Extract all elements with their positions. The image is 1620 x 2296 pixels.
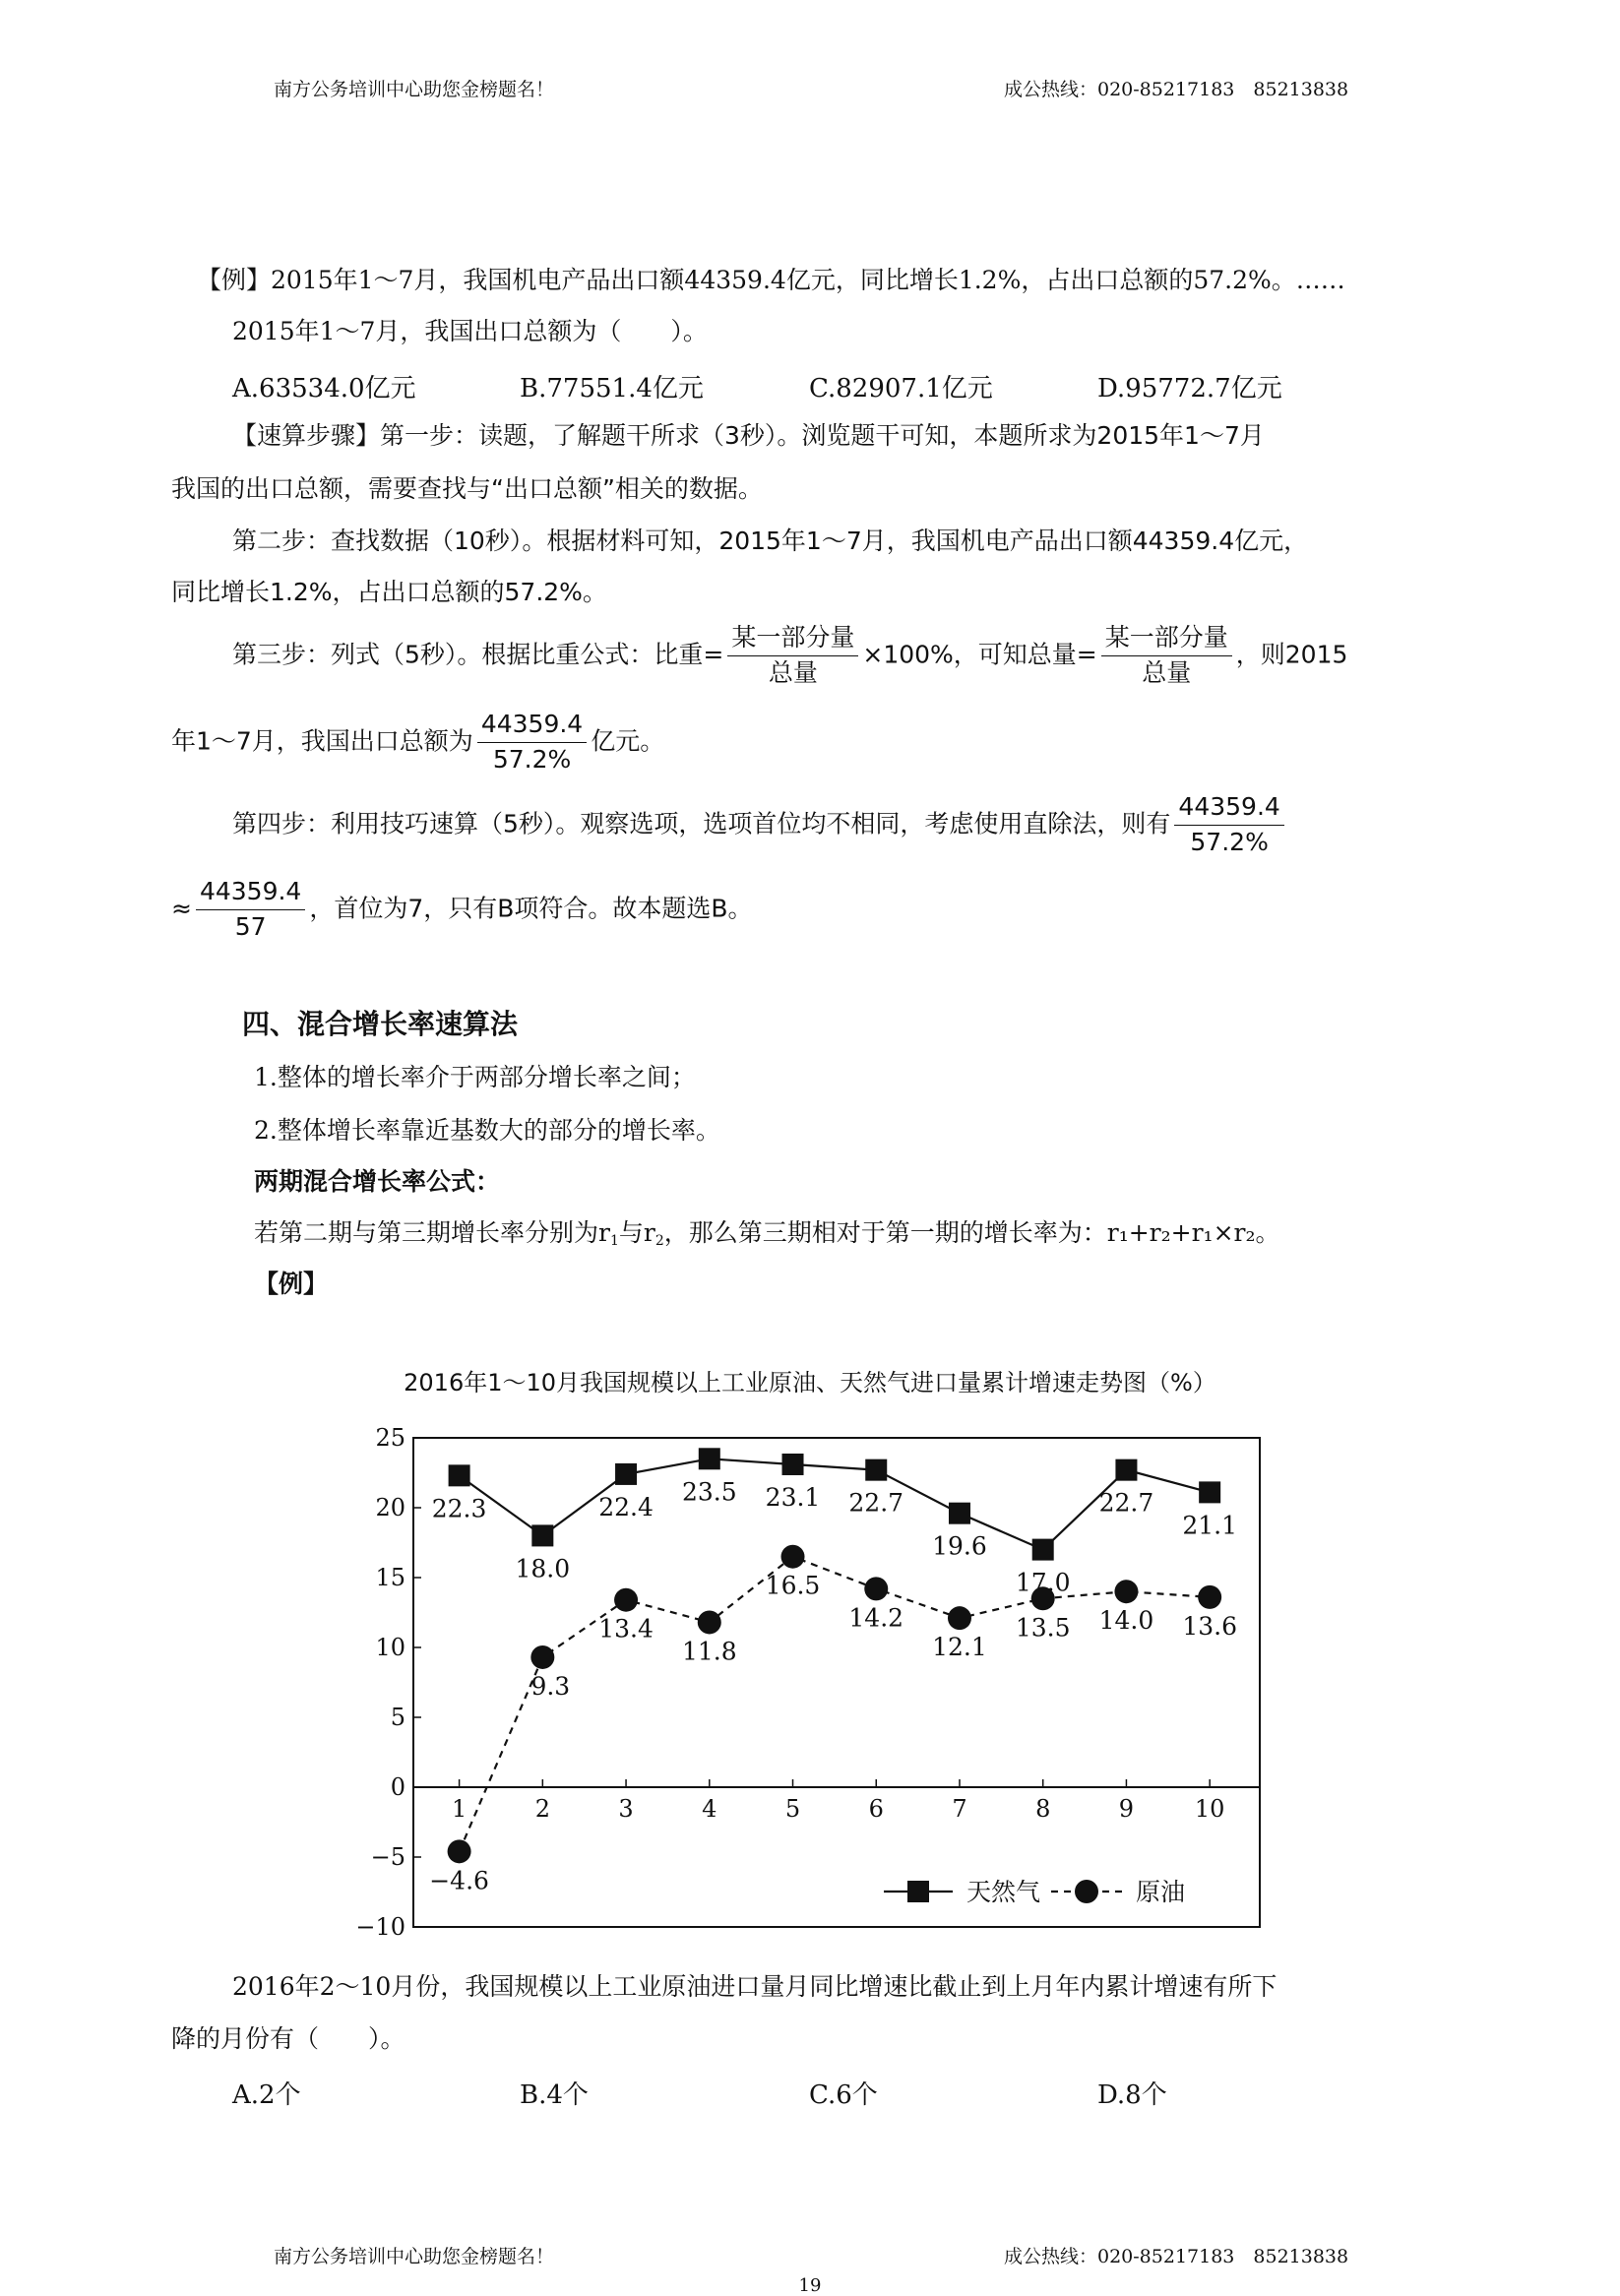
- example1-option-c: C.82907.1亿元: [809, 374, 993, 403]
- example2-option-d: D.8个: [1097, 2080, 1167, 2110]
- natural-gas-data-label: 22.7: [1098, 1488, 1154, 1518]
- natural-gas-point: [699, 1448, 720, 1469]
- natural-gas-data-label: 22.4: [598, 1492, 654, 1521]
- legend-gas-marker: [907, 1881, 929, 1902]
- rule-1: 1.整体的增长率介于两部分增长率之间；: [254, 1063, 696, 1091]
- x-tick-label: 2: [534, 1795, 550, 1823]
- natural-gas-point: [1032, 1539, 1054, 1561]
- chart-title: 2016年1～10月我国规模以上工业原油、天然气进口量累计增速走势图（%）: [404, 1369, 1216, 1396]
- crude-oil-data-label: 9.3: [530, 1671, 571, 1701]
- crude-oil-point: [948, 1606, 971, 1630]
- crude-oil-point: [614, 1588, 638, 1612]
- header-hotline: 成公热线：020-85217183 85213838: [1004, 79, 1349, 100]
- crude-oil-point: [1114, 1580, 1138, 1603]
- y-tick-label: 15: [375, 1564, 405, 1591]
- rule-2: 2.整体增长率靠近基数大的部分的增长率。: [254, 1116, 720, 1145]
- x-tick-label: 10: [1194, 1795, 1225, 1823]
- legend-oil-marker: [1075, 1880, 1098, 1903]
- section-title: 四、混合增长率速算法: [242, 1008, 519, 1040]
- natural-gas-data-label: 21.1: [1182, 1511, 1237, 1540]
- legend-oil-label: 原油: [1136, 1878, 1186, 1906]
- natural-gas-data-label: 17.0: [1015, 1568, 1071, 1597]
- crude-oil-data-label: 13.6: [1182, 1611, 1237, 1641]
- crude-oil-data-label: 13.5: [1015, 1613, 1071, 1643]
- crude-oil-point: [1198, 1585, 1221, 1609]
- x-tick-label: 6: [868, 1795, 884, 1823]
- step3-line2: 年1～7月，我国出口总额为 $\frac{44359.4}{57.2\%}$ 亿元。: [171, 710, 665, 774]
- y-tick-label: 25: [375, 1424, 405, 1452]
- x-tick-label: 9: [1118, 1795, 1135, 1823]
- step3-text-a: 第三步：列式（5秒）。根据比重公式：比重=: [232, 640, 724, 669]
- example-label: 【例】: [254, 1270, 329, 1298]
- step1-line2: 我国的出口总额，需要查找与“出口总额”相关的数据。: [171, 474, 763, 503]
- example1-option-a: A.63534.0亿元: [232, 374, 416, 403]
- natural-gas-point: [615, 1463, 637, 1485]
- natural-gas-point: [1199, 1481, 1220, 1503]
- example2-option-a: A.2个: [232, 2080, 301, 2110]
- x-tick-label: 8: [1035, 1795, 1051, 1823]
- step3-line1: [232, 624, 1347, 688]
- page-number: 19: [798, 2275, 822, 2296]
- step3-fraction-1: $\frac{\text{某一部分量}}{\text{总量}}$: [727, 624, 858, 688]
- step4-line1: 第四步：利用技巧速算（5秒）。观察选项，选项首位均不相同，考虑使用直除法，则有 $\frac{44359.4}{57.2\%}$: [232, 793, 1288, 857]
- y-tick-label: 10: [375, 1634, 405, 1661]
- x-tick-label: 7: [952, 1795, 967, 1823]
- example2-option-c: C.6个: [809, 2080, 878, 2110]
- y-tick-label: 0: [390, 1773, 405, 1801]
- footer-slogan: 南方公务培训中心助您金榜题名！: [274, 2246, 555, 2267]
- crude-oil-data-label: 16.5: [765, 1571, 821, 1600]
- example1-question: 2015年1～7月，我国出口总额为（ ）。: [232, 317, 708, 345]
- example1-option-b: B.77551.4亿元: [520, 374, 704, 403]
- footer-hotline: 成公热线：020-85217183 85213838: [1004, 2246, 1349, 2267]
- step1-line1: 【速算步骤】第一步：读题，了解题干所求（3秒）。浏览题干可知，本题所求为2015年1～7月: [232, 421, 1265, 450]
- example1-option-d: D.95772.7亿元: [1097, 374, 1282, 403]
- crude-oil-data-label: −4.6: [429, 1866, 489, 1895]
- step2-line2: 同比增长1.2%，占出口总额的57.2%。: [171, 578, 607, 606]
- line-chart: [344, 1413, 1279, 1945]
- step3-text-mid: ×100%，可知总量=: [862, 640, 1097, 669]
- natural-gas-data-label: 18.0: [515, 1554, 571, 1583]
- natural-gas-data-label: 23.1: [765, 1482, 821, 1512]
- crude-oil-point: [448, 1839, 471, 1863]
- natural-gas-data-label: 19.6: [932, 1531, 987, 1561]
- example2-question-line1: 2016年2～10月份，我国规模以上工业原油进口量月同比增速比截止到上月年内累计增速有所下: [232, 1972, 1277, 2001]
- crude-oil-data-label: 14.2: [848, 1603, 904, 1633]
- natural-gas-point: [949, 1503, 970, 1524]
- formula-title: 两期混合增长率公式：: [254, 1167, 501, 1196]
- step3-text-end: ，则2015: [1235, 640, 1348, 669]
- crude-oil-data-label: 12.1: [932, 1633, 987, 1662]
- crude-oil-data-label: 11.8: [681, 1637, 737, 1666]
- crude-oil-point: [698, 1610, 721, 1634]
- x-tick-label: 3: [618, 1795, 634, 1823]
- x-tick-label: 5: [784, 1795, 801, 1823]
- step3-fraction-2: $\frac{\text{某一部分量}}{\text{总量}}$: [1101, 624, 1232, 688]
- step3-fraction-3: $\frac{44359.4}{57.2\%}$: [477, 711, 587, 775]
- series-line-natural-gas: [460, 1458, 1211, 1549]
- y-tick-label: 5: [390, 1704, 405, 1731]
- step4-line2: ≈ $\frac{44359.4}{57}$ ，首位为7，只有B项符合。故本题选B。: [171, 877, 753, 941]
- y-tick-label: −5: [370, 1843, 405, 1871]
- natural-gas-data-label: 22.3: [431, 1494, 487, 1523]
- natural-gas-data-label: 23.5: [681, 1477, 737, 1507]
- step4-fraction-2: $\frac{44359.4}{57}$: [196, 878, 305, 942]
- legend-gas-label: 天然气: [966, 1878, 1041, 1906]
- header-slogan: 南方公务培训中心助您金榜题名！: [274, 79, 555, 100]
- natural-gas-point: [531, 1524, 553, 1546]
- step2-line1: 第二步：查找数据（10秒）。根据材料可知，2015年1～7月，我国机电产品出口额44359.4亿元，: [232, 527, 1309, 555]
- natural-gas-point: [1115, 1459, 1137, 1481]
- step4-fraction-1: $\frac{44359.4}{57.2\%}$: [1174, 793, 1283, 857]
- x-tick-label: 1: [451, 1795, 467, 1823]
- y-tick-label: −10: [355, 1913, 405, 1941]
- formula-text: 若第二期与第三期增长率分别为$r_1$与$r_2$，那么第三期相对于第一期的增长率为：r₁+r₂+r₁×r₂。: [254, 1218, 1280, 1249]
- example1-stem: 【例】2015年1～7月，我国机电产品出口额44359.4亿元，同比增长1.2%，占出口总额的57.2%。……: [197, 266, 1345, 294]
- example2-question-line2: 降的月份有（ ）。: [171, 2024, 405, 2053]
- example2-option-b: B.4个: [520, 2080, 589, 2110]
- y-tick-label: 20: [375, 1494, 405, 1521]
- crude-oil-point: [781, 1545, 805, 1569]
- natural-gas-point: [865, 1459, 887, 1481]
- crude-oil-data-label: 13.4: [598, 1614, 654, 1644]
- natural-gas-data-label: 22.7: [848, 1488, 904, 1518]
- natural-gas-point: [449, 1464, 470, 1486]
- series-line-crude-oil: [460, 1557, 1211, 1852]
- crude-oil-point: [530, 1645, 554, 1669]
- natural-gas-point: [782, 1454, 804, 1475]
- crude-oil-point: [864, 1577, 888, 1600]
- crude-oil-data-label: 14.0: [1098, 1606, 1154, 1636]
- x-tick-label: 4: [702, 1795, 717, 1823]
